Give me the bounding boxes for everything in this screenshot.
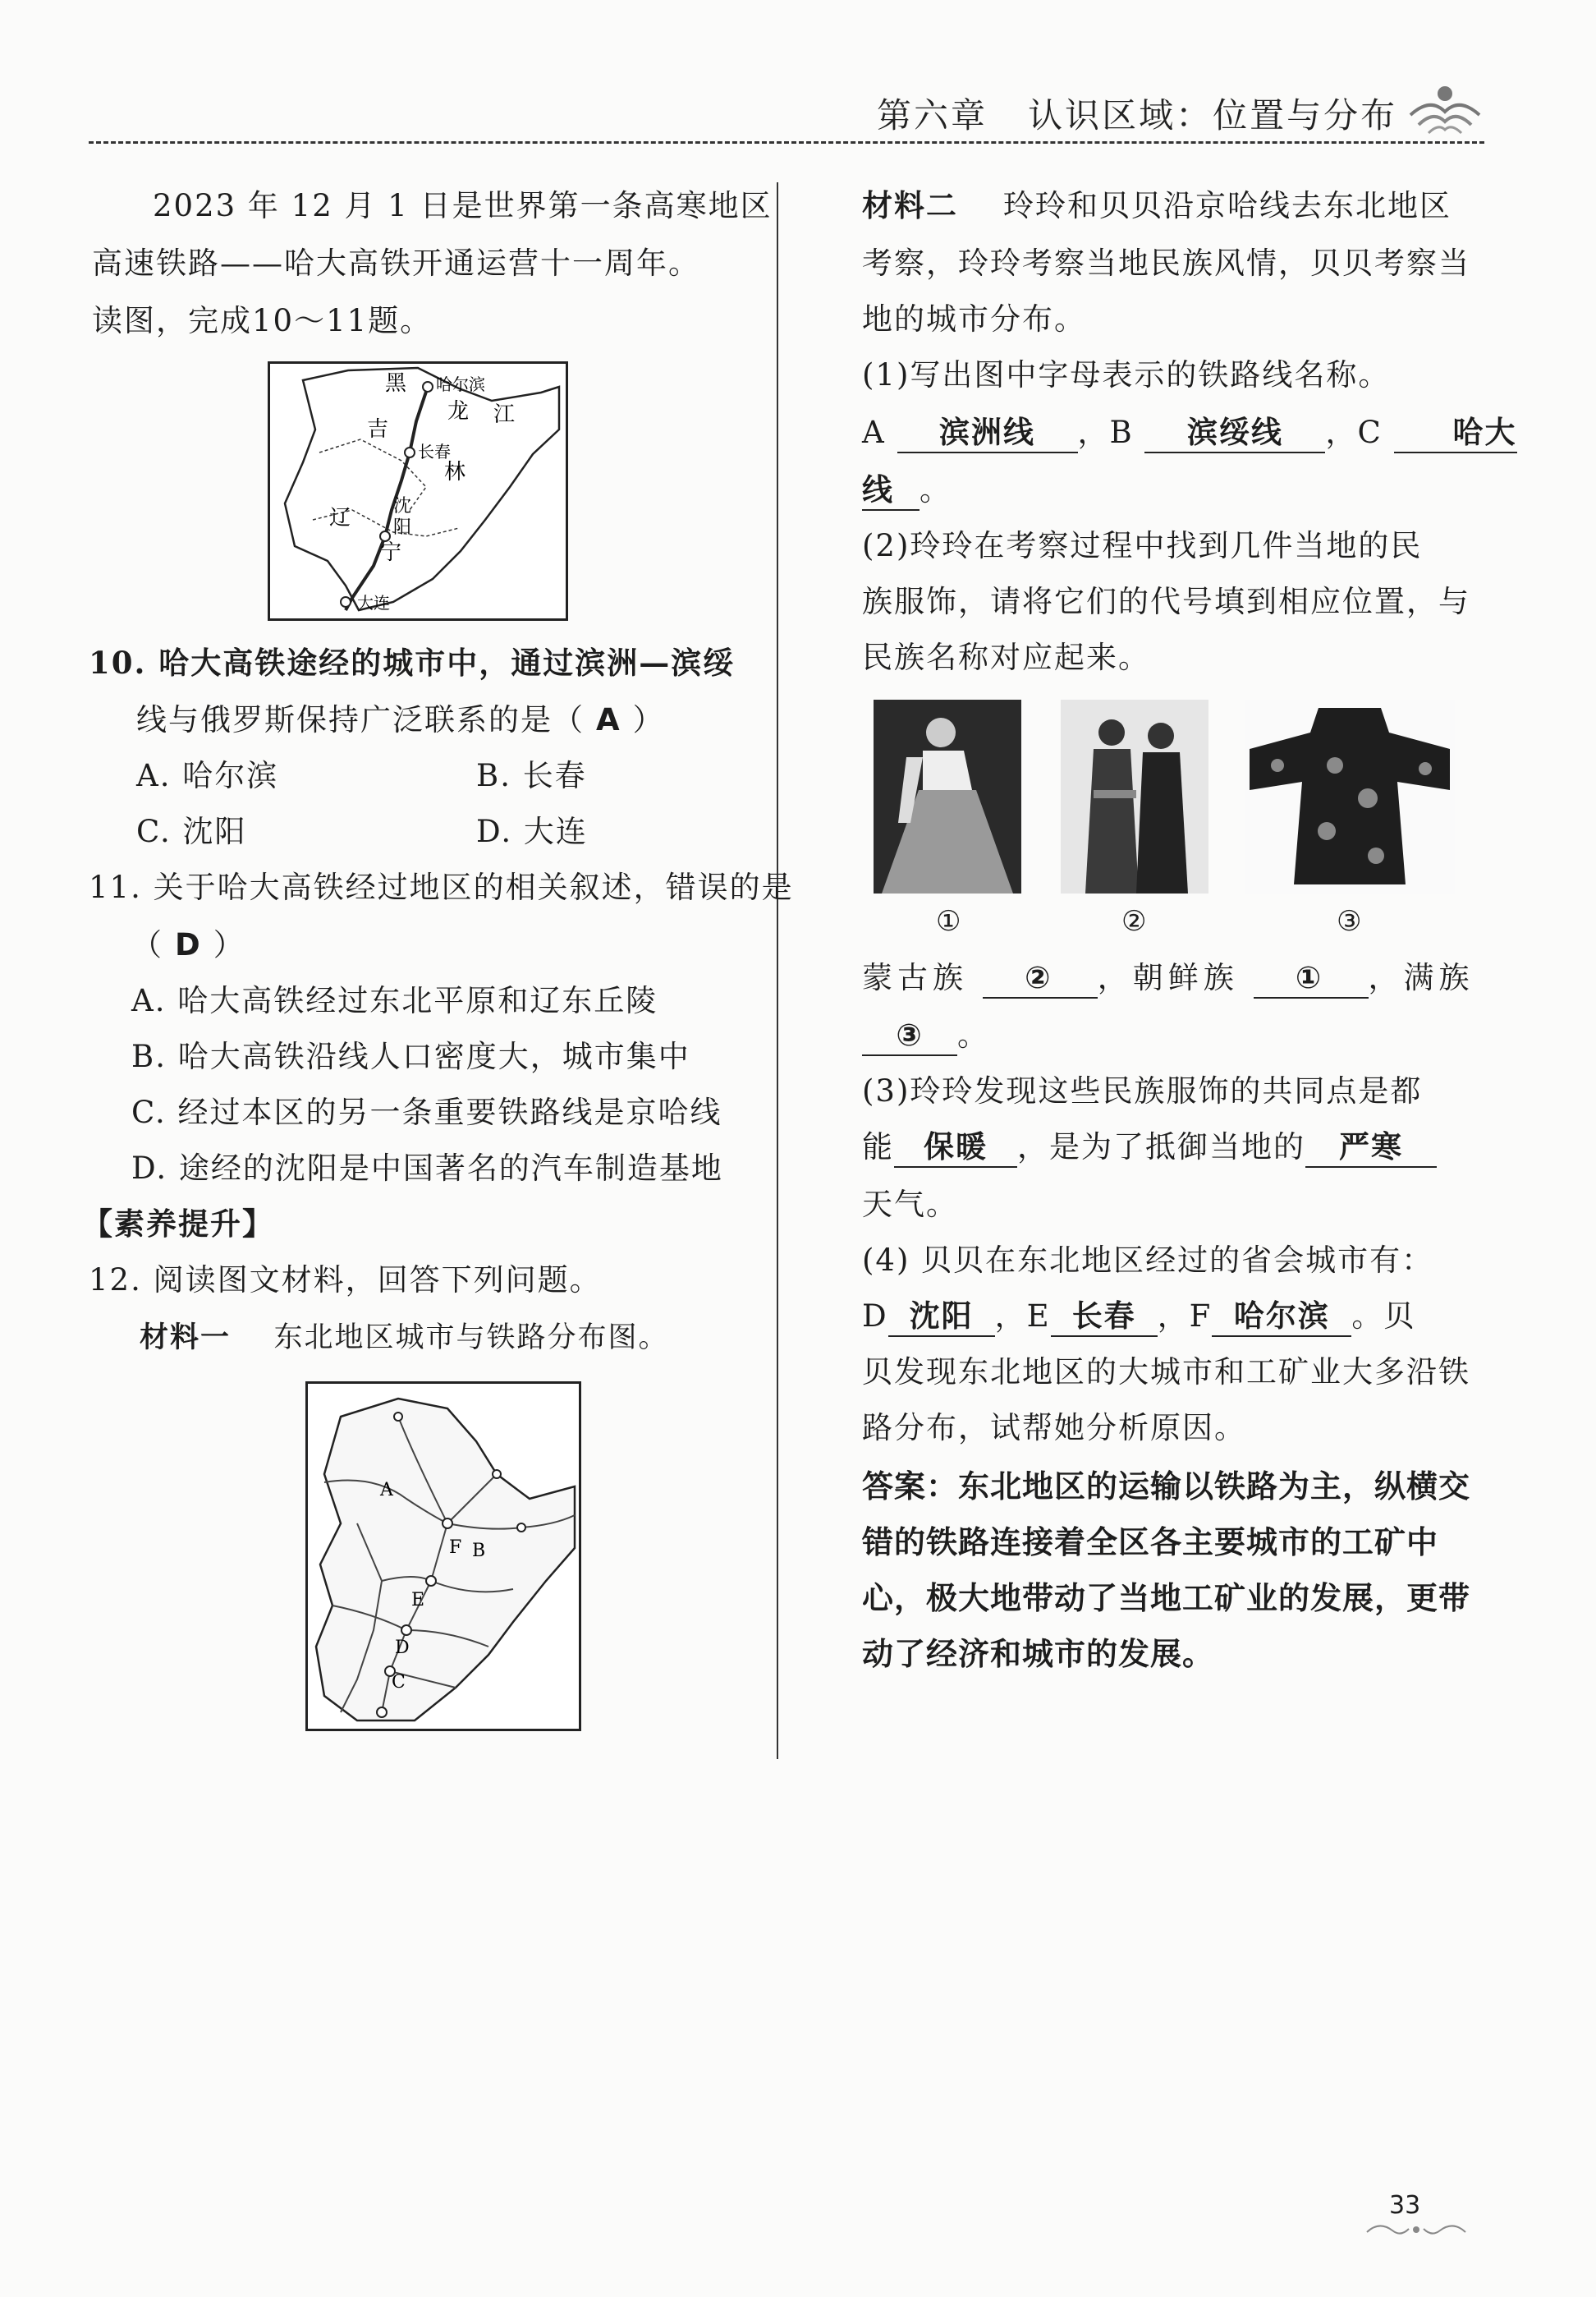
- costume-photo-korean: [874, 700, 1021, 894]
- q11-option-a: A. 哈大高铁经过东北平原和辽东丘陵: [131, 983, 658, 1018]
- answer-line-3: 心，极大地带动了当地工矿业的发展，更带: [862, 1580, 1471, 1616]
- section-heading: 【素养提升】: [82, 1206, 274, 1242]
- q10-option-a: A. 哈尔滨: [136, 758, 279, 793]
- p2-answer-manchu: ③: [862, 1017, 957, 1056]
- material2-label: 材料二: [862, 188, 958, 223]
- header-ornament-icon: [1406, 82, 1484, 136]
- q11-option-c: C. 经过本区的另一条重要铁路线是京哈线: [131, 1095, 722, 1130]
- answer-line-4: 动了经济和城市的发展。: [862, 1636, 1215, 1672]
- p2-matching: 蒙古族 ② ，朝鲜族 ① ，满族: [862, 958, 1474, 999]
- chapter-header: [877, 89, 1397, 138]
- p4-answer-f: 哈尔滨: [1212, 1298, 1351, 1337]
- p3-line1: (3)玲玲发现这些民族服饰的共同点是都: [862, 1073, 1423, 1109]
- p4-line2: D 沈阳 ，E 长春 ，F 哈尔滨 。贝: [862, 1296, 1415, 1337]
- p3-answer-2: 严寒: [1305, 1128, 1437, 1168]
- label-harbin: 哈尔滨: [436, 374, 485, 394]
- label-F: F: [449, 1537, 462, 1558]
- chapter-label: 第六章: [877, 95, 988, 136]
- p1-answer-b: 滨绥线: [1144, 414, 1325, 453]
- label-ning: 宁: [380, 540, 402, 565]
- label-ji: 吉: [367, 417, 389, 442]
- label-A: A: [380, 1480, 393, 1500]
- q11-answer: D: [175, 927, 202, 962]
- changchun-city-marker: [405, 448, 415, 457]
- label-yang: 阳: [393, 517, 412, 538]
- intro-line-1: 2023 年 12 月 1 日是世界第一条高寒地区: [153, 188, 773, 223]
- material2-line2: 考察，玲玲考察当地民族风情，贝贝考察当: [862, 246, 1470, 281]
- p4-line3: 贝发现东北地区的大城市和工矿业大多沿铁: [862, 1354, 1470, 1390]
- q11-bracket: （ D ）: [131, 927, 245, 962]
- answer-line-1: 答案：东北地区的运输以铁路为主，纵横交: [862, 1468, 1471, 1505]
- p2-answer-mongol: ②: [983, 959, 1098, 999]
- dalian-city-marker: [341, 597, 351, 607]
- costume-photo-mongolian: [1061, 700, 1208, 894]
- p2-line3: 民族名称对应起来。: [862, 640, 1150, 675]
- material1-text: 东北地区城市与铁路分布图。: [273, 1321, 669, 1354]
- label-jiang: 江: [493, 402, 516, 427]
- column-divider: [777, 182, 778, 1759]
- label-hei: 黑: [385, 371, 407, 396]
- intro-line-3: 读图，完成10～11题。: [92, 303, 433, 338]
- northeast-railway-map: [305, 1381, 581, 1731]
- caption-3: ③: [1337, 905, 1362, 938]
- material1-line: [140, 1317, 669, 1358]
- q10-option-b: B. 长春: [476, 758, 587, 793]
- q11-option-d: D. 途经的沈阳是中国著名的汽车制造基地: [131, 1151, 723, 1186]
- header-divider: [89, 141, 1484, 144]
- p3-answer-1: 保暖: [894, 1128, 1017, 1168]
- footer-ornament-icon: [1363, 2219, 1470, 2240]
- caption-1: ①: [936, 905, 961, 938]
- p2-line1: (2)玲玲在考察过程中找到几件当地的民: [862, 528, 1423, 563]
- label-liao: 辽: [329, 506, 351, 531]
- p1-question: (1)写出图中字母表示的铁路线名称。: [862, 357, 1391, 393]
- caption-2: ②: [1121, 905, 1147, 938]
- costume-photo-manchu: [1245, 700, 1455, 894]
- p2-answer-korean: ①: [1254, 959, 1369, 999]
- label-C: C: [392, 1672, 406, 1693]
- p2-matching-cont: ③ 。: [862, 1015, 989, 1056]
- answer-line-2: 错的铁路连接着全区各主要城市的工矿中: [862, 1524, 1439, 1560]
- p1-answer-c-cont: 线 。: [862, 470, 952, 511]
- q12-stem: 12. 阅读图文材料，回答下列问题。: [89, 1262, 602, 1298]
- q10-option-c: C. 沈阳: [136, 814, 247, 849]
- chapter-title: 认识区域：位置与分布: [1028, 95, 1398, 136]
- p4-line4: 路分布，试帮她分析原因。: [862, 1410, 1246, 1445]
- p1-answer-c: 哈大: [1394, 414, 1517, 453]
- label-changchun: 长春: [418, 442, 451, 462]
- ne-region-outline: [316, 1399, 575, 1720]
- label-E: E: [411, 1590, 425, 1610]
- q10-answer: A: [596, 702, 621, 737]
- label-long: 龙: [447, 399, 470, 424]
- q11-option-b: B. 哈大高铁沿线人口密度大，城市集中: [131, 1039, 690, 1074]
- material1-label: 材料一: [140, 1321, 232, 1354]
- p3-line3: 天气。: [862, 1187, 958, 1222]
- label-dalian: 大连: [357, 593, 390, 613]
- p4-answer-e: 长春: [1051, 1298, 1158, 1337]
- p1-answers: A 滨洲线 ，B 滨绥线 ，C 哈大: [862, 412, 1517, 453]
- material2-line3: 地的城市分布。: [862, 301, 1086, 337]
- q10-stem-line2: 线与俄罗斯保持广泛联系的是（ A ）: [136, 702, 665, 737]
- label-B: B: [472, 1541, 486, 1561]
- p2-line2: 族服饰，请将它们的代号填到相应位置，与: [862, 584, 1470, 619]
- p3-line2: 能 保暖 ，是为了抵御当地的 严寒: [862, 1127, 1437, 1168]
- p4-answer-d: 沈阳: [888, 1298, 995, 1337]
- p4-line1: (4) 贝贝在东北地区经过的省会城市有：: [862, 1243, 1434, 1278]
- q11-stem-line1: 11. 关于哈大高铁经过地区的相关叙述，错误的是: [89, 870, 794, 905]
- material2-line1: 材料二 玲玲和贝贝沿京哈线去东北地区: [862, 188, 1452, 223]
- harbin-city-marker: [423, 382, 433, 392]
- label-shen: 沈: [393, 496, 412, 517]
- harbin-dalian-rail-map: [268, 361, 568, 621]
- label-lin: 林: [444, 460, 466, 485]
- intro-line-2: 高速铁路——哈大高铁开通运营十一周年。: [92, 246, 700, 281]
- p1-answer-a: 滨洲线: [897, 414, 1078, 453]
- q10-option-d: D. 大连: [476, 814, 588, 849]
- page-number: 33: [1389, 2191, 1421, 2220]
- label-D: D: [395, 1638, 410, 1658]
- q10-stem-line1: 10. 哈大高铁途经的城市中，通过滨洲—滨绥: [89, 645, 736, 681]
